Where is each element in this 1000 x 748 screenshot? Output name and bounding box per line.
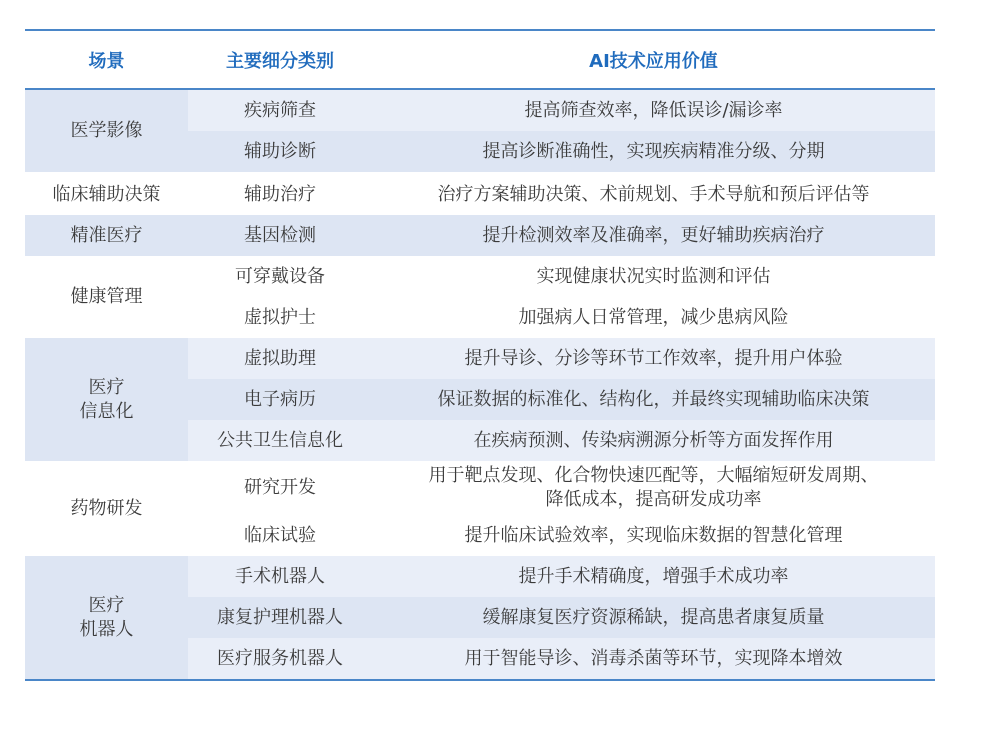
scenario-table-container (25, 29, 935, 681)
category-cell: 虚拟助理 (188, 338, 372, 379)
value-line: 用于靶点发现、化合物快速匹配等，大幅缩短研发周期、 (428, 465, 879, 486)
value-cell: 提升临床试验效率，实现临床数据的智慧化管理 (372, 515, 935, 556)
category-cell: 基因检测 (188, 215, 372, 256)
category-cell: 电子病历 (188, 379, 372, 420)
scenario-line: 医疗 (88, 376, 125, 398)
value-cell (372, 461, 935, 515)
category-cell: 康复护理机器人 (188, 597, 372, 638)
value-cell: 提高筛查效率，降低误诊/漏诊率 (372, 89, 935, 131)
value-cell: 在疾病预测、传染病溯源分析等方面发挥作用 (372, 420, 935, 461)
category-cell: 医疗服务机器人 (188, 638, 372, 679)
scenario-cell: 健康管理 (25, 256, 188, 338)
scenario-line: 医疗 (88, 594, 125, 616)
header-category: 主要细分类别 (188, 31, 372, 89)
value-cell: 用于智能导诊、消毒杀菌等环节，实现降本增效 (372, 638, 935, 679)
value-cell: 实现健康状况实时监测和评估 (372, 256, 935, 297)
category-cell: 辅助治疗 (188, 173, 372, 215)
value-cell: 提升导诊、分诊等环节工作效率，提升用户体验 (372, 338, 935, 379)
category-cell: 手术机器人 (188, 556, 372, 597)
category-cell: 虚拟护士 (188, 297, 372, 338)
value-cell: 保证数据的标准化、结构化，并最终实现辅助临床决策 (372, 379, 935, 420)
scenario-cell: 临床辅助决策 (25, 173, 188, 215)
scenario-cell: 精准医疗 (25, 215, 188, 256)
table-row (25, 461, 935, 515)
value-cell: 提高诊断准确性，实现疾病精准分级、分期 (372, 131, 935, 173)
table-row (25, 338, 935, 379)
category-cell: 研究开发 (188, 461, 372, 515)
value-cell: 缓解康复医疗资源稀缺，提高患者康复质量 (372, 597, 935, 638)
value-line: 降低成本，提高研发成功率 (545, 489, 762, 510)
ai-medical-application-table (25, 31, 935, 679)
category-cell: 辅助诊断 (188, 131, 372, 173)
value-cell: 治疗方案辅助决策、术前规划、手术导航和预后评估等 (372, 173, 935, 215)
category-cell: 公共卫生信息化 (188, 420, 372, 461)
scenario-line: 机器人 (79, 618, 134, 640)
category-cell: 疾病筛查 (188, 89, 372, 131)
scenario-cell (25, 338, 188, 461)
table-row (25, 215, 935, 256)
table-row (25, 556, 935, 597)
table-row (25, 256, 935, 297)
category-cell: 临床试验 (188, 515, 372, 556)
scenario-line: 信息化 (79, 400, 134, 422)
value-cell: 提升手术精确度，增强手术成功率 (372, 556, 935, 597)
scenario-cell (25, 556, 188, 679)
header-ai-value: AI技术应用价值 (372, 31, 935, 89)
table-row (25, 173, 935, 215)
value-cell: 提升检测效率及准确率，更好辅助疾病治疗 (372, 215, 935, 256)
scenario-cell: 药物研发 (25, 461, 188, 556)
value-cell: 加强病人日常管理，减少患病风险 (372, 297, 935, 338)
category-cell: 可穿戴设备 (188, 256, 372, 297)
scenario-cell: 医学影像 (25, 89, 188, 173)
header-scenario: 场景 (25, 31, 188, 89)
table-header-row (25, 31, 935, 89)
table-row (25, 89, 935, 131)
